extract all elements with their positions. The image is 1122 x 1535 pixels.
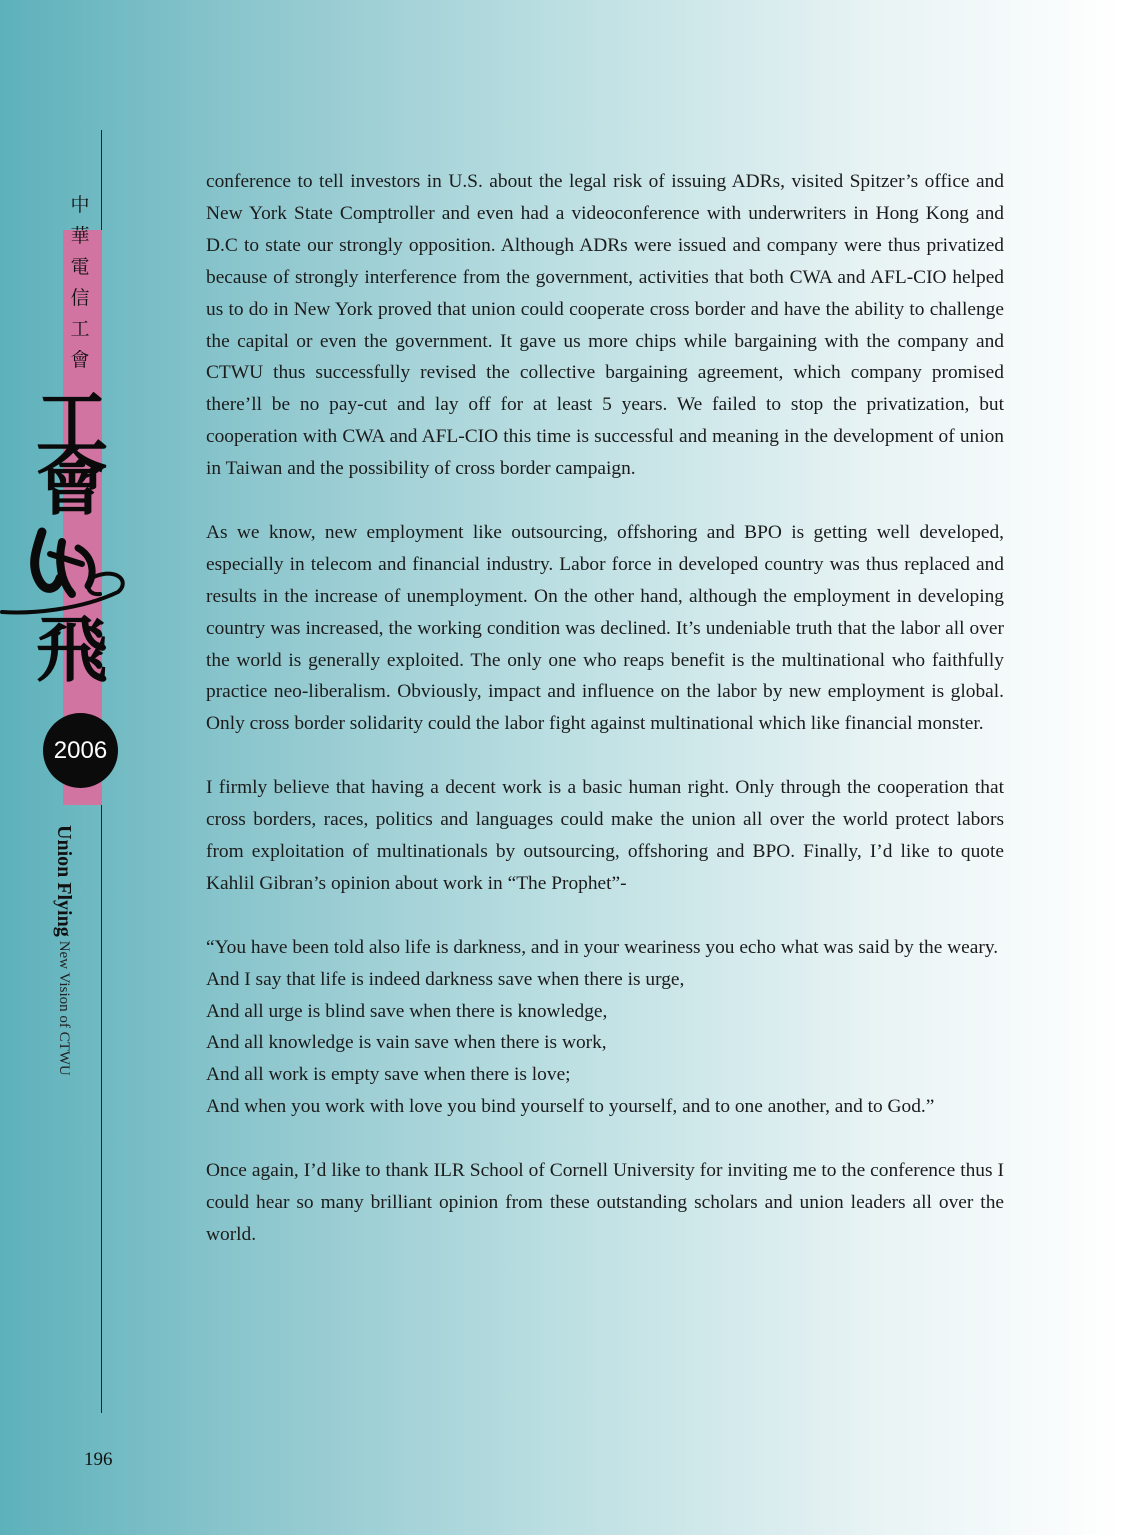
quote-line: And all knowledge is vain save when there is work,: [206, 1032, 607, 1054]
title-char-meet: 會: [35, 440, 108, 525]
chinese-char: 電: [70, 256, 90, 278]
chinese-char: 信: [70, 287, 90, 309]
paragraph: As we know, new employment like outsourcing, offshoring and BPO is getting well developed, especially in telecom and financial industry. Labor force in developed country was thus replaced and results in the increase of unemployment. On the other hand, although the employment in developing country was increased, the working condition was declined. It’s undeniable truth that the labor all over the world is generally exploited. The only one who reaps benefit is the multinational who faithfully practice neo-liberalism. Obviously, impact and influence on the labor by new employment is global. Only cross border solidarity could the labor fight against multinational which like financial monster.: [206, 521, 1004, 735]
chinese-char: 中: [70, 194, 90, 216]
paragraph: conference to tell investors in U.S. about the legal risk of issuing ADRs, visited Spitzer’s office and New York State Comptroller and even had a videoconference with underwriters in Hong Kong and D.C to state our strongly opposition. Although ADRs were issued and company were thus privatized because of strongly interference from the government, activities that both CWA and AFL-CIO helped us to do in New York proved that union could cooperate cross border and have the ability to challenge the capital or even the government. It gave us more chips while bargaining with the company and CTWU thus successfully revised the collective bargaining agreement, which company promised there’ll be no pay-cut and lay off for at least 5 years. We failed to stop the privatization, but cooperation with CWA and AFL-CIO this time is successful and meaning in the development of union in Taiwan and the possibility of cross border campaign.: [206, 171, 1004, 480]
chinese-char: 工: [70, 318, 90, 340]
chinese-char: 會: [70, 349, 90, 371]
vertical-english-title: [52, 825, 76, 1076]
quote-line: And all urge is blind save when there is knowledge,: [206, 1000, 608, 1022]
title-char-fly: 飛: [35, 607, 108, 692]
quote-line: And I say that life is indeed darkness save when there is urge,: [206, 968, 685, 990]
chinese-char: 華: [70, 225, 90, 247]
title-char-work: 工: [35, 380, 108, 465]
page-number: 196: [84, 1449, 113, 1470]
quote-block: [206, 932, 1004, 1123]
article-body: [206, 166, 1004, 1283]
paragraph: I firmly believe that having a decent work is a basic human right. Only through the cooperation that cross borders, races, politics and languages could make the union all over the world protect labors from exploitation of multinationals by outsourcing, offshoring and BPO. Finally, I’d like to quote Kahlil Gibran’s opinion about work in “The Prophet”-: [206, 777, 1004, 894]
closing-paragraph: Once again, I’d like to thank ILR School of Cornell University for inviting me to the conference thus I could hear so many brilliant opinion from these outstanding scholars and union leaders all over the world.: [206, 1160, 1004, 1245]
subtitle-en: New Vision of CTWU: [56, 940, 72, 1076]
quote-line: And when you work with love you bind yourself to yourself, and to one another, and to God.”: [206, 1096, 935, 1118]
title-en: Union Flying: [53, 825, 75, 937]
chinese-union-name-vertical: [69, 190, 91, 376]
quote-line: And all work is empty save when there is love;: [206, 1064, 571, 1086]
year-badge: 2006: [43, 713, 118, 788]
quote-line: “You have been told also life is darkness, and in your weariness you echo what was said by the weary.: [206, 936, 999, 958]
calligraphy-fly-glyph: [0, 520, 130, 620]
